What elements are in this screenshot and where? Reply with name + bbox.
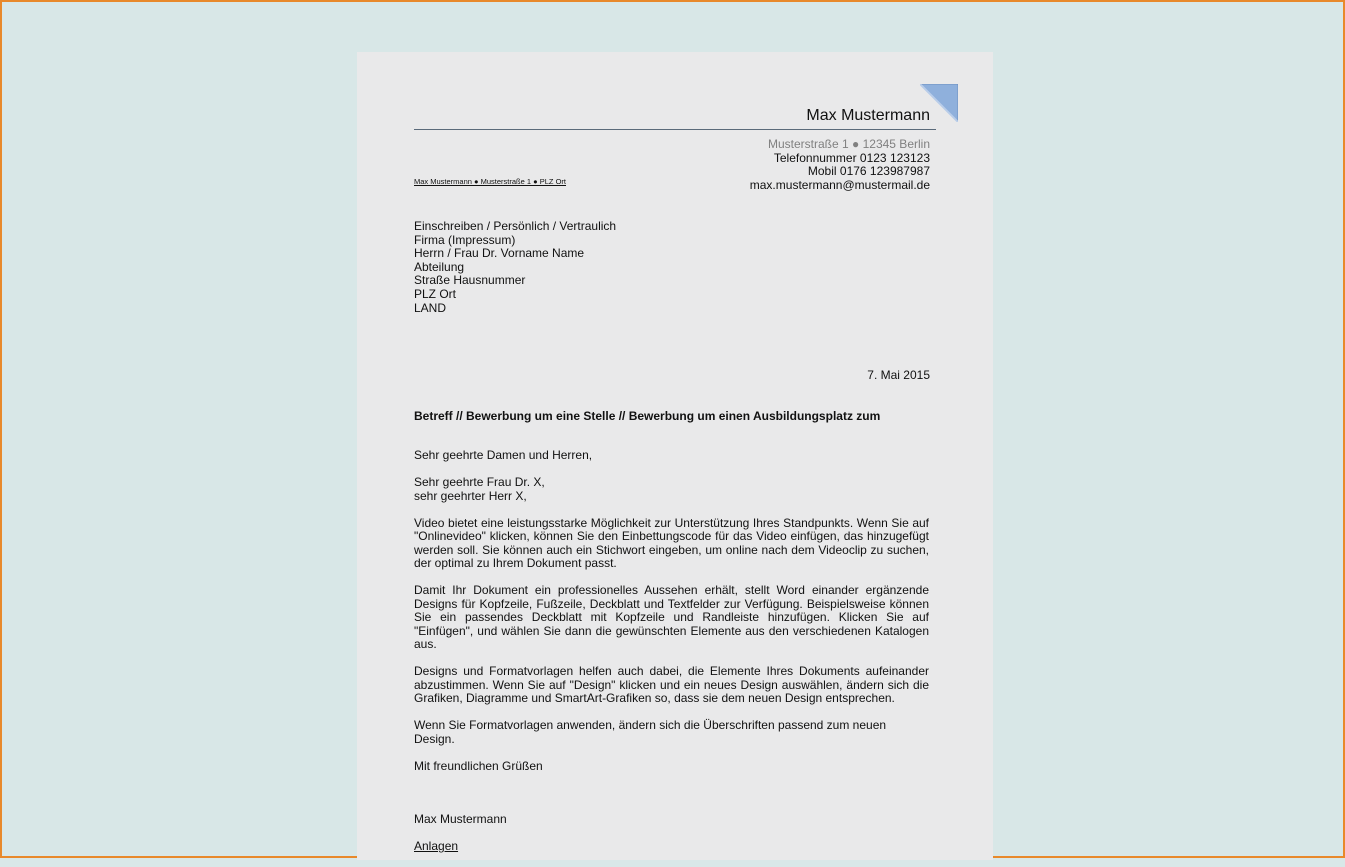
sender-street: Musterstraße 1 ● 12345 Berlin xyxy=(768,137,930,151)
alt-salutation xyxy=(414,476,929,503)
letter-body xyxy=(414,449,929,867)
return-address-line: Max Mustermann ● Musterstraße 1 ● PLZ Ort xyxy=(414,177,567,186)
sender-email: max.mustermann@mustermail.de xyxy=(749,177,930,192)
letter-date: 7. Mai 2015 xyxy=(867,368,930,382)
signature-name: Max Mustermann xyxy=(414,812,507,826)
letter-subject: Betreff // Bewerbung um eine Stelle // Bewerbung um einen Ausbildungsplatz zum xyxy=(414,409,881,423)
attachments-label: Anlagen xyxy=(414,839,459,853)
alt-salutation-line: sehr geehrter Herr X, xyxy=(414,488,527,503)
recipient-line: LAND xyxy=(414,300,447,315)
recipient-line: Abteilung xyxy=(414,259,465,274)
body-paragraph: Wenn Sie Formatvorlagen anwenden, ändern sich die Überschriften passend zum neuen Design. xyxy=(414,718,887,746)
closing: Mit freundlichen Grüßen xyxy=(414,758,543,773)
header-divider xyxy=(414,129,936,130)
body-paragraph: Damit Ihr Dokument ein professionelles Aussehen erhält, stellt Word einander ergänzende Designs für Kopfzeile, Fußzeile, Deckblatt und Textfelder zur Verfügung. Beispielsweise können Sie ein passendes Deckblatt mit Kopfzeile und Randleiste hinzufügen. Klicken Sie auf "Einfügen", und wählen Sie dann die gewünschten Elemente aus den verschiedenen Katalogen aus. xyxy=(414,583,929,651)
recipient-line: Herrn / Frau Dr. Vorname Name xyxy=(414,246,585,261)
recipient-line: Einschreiben / Persönlich / Vertraulich xyxy=(414,219,617,233)
sender-contact-block xyxy=(750,138,930,192)
sender-phone: Telefonnummer 0123 123123 xyxy=(773,150,930,165)
recipient-line: Firma (Impressum) xyxy=(414,232,516,247)
letter-page xyxy=(357,52,993,860)
recipient-address xyxy=(414,220,616,315)
sender-name-heading: Max Mustermann xyxy=(806,107,930,124)
salutation: Sehr geehrte Damen und Herren, xyxy=(414,448,593,462)
body-paragraph: Video bietet eine leistungsstarke Möglichkeit zur Unterstützung Ihres Standpunkts. Wenn Sie auf "Onlinevideo" klicken, können Sie den Einbettungscode für das Video einfügen, das hinzugefügt werden soll. Sie können auch ein Stichwort eingeben, um online nach dem Videoclip zu suchen, der optimal zu Ihrem Dokument passt. xyxy=(414,515,929,570)
sender-mobile: Mobil 0176 123987987 xyxy=(807,164,930,178)
body-paragraph: Designs und Formatvorlagen helfen auch dabei, die Elemente Ihres Dokuments aufeinander abzustimmen. Wenn Sie auf "Design" klicken und ein neues Design auswählen, ändern sich die Grafiken, Diagramme und SmartArt-Grafiken so, dass sie dem neuen Design entsprechen. xyxy=(414,664,929,705)
recipient-line: PLZ Ort xyxy=(414,286,457,301)
recipient-line: Straße Hausnummer xyxy=(414,273,526,288)
alt-salutation-line: Sehr geehrte Frau Dr. X, xyxy=(414,475,545,489)
